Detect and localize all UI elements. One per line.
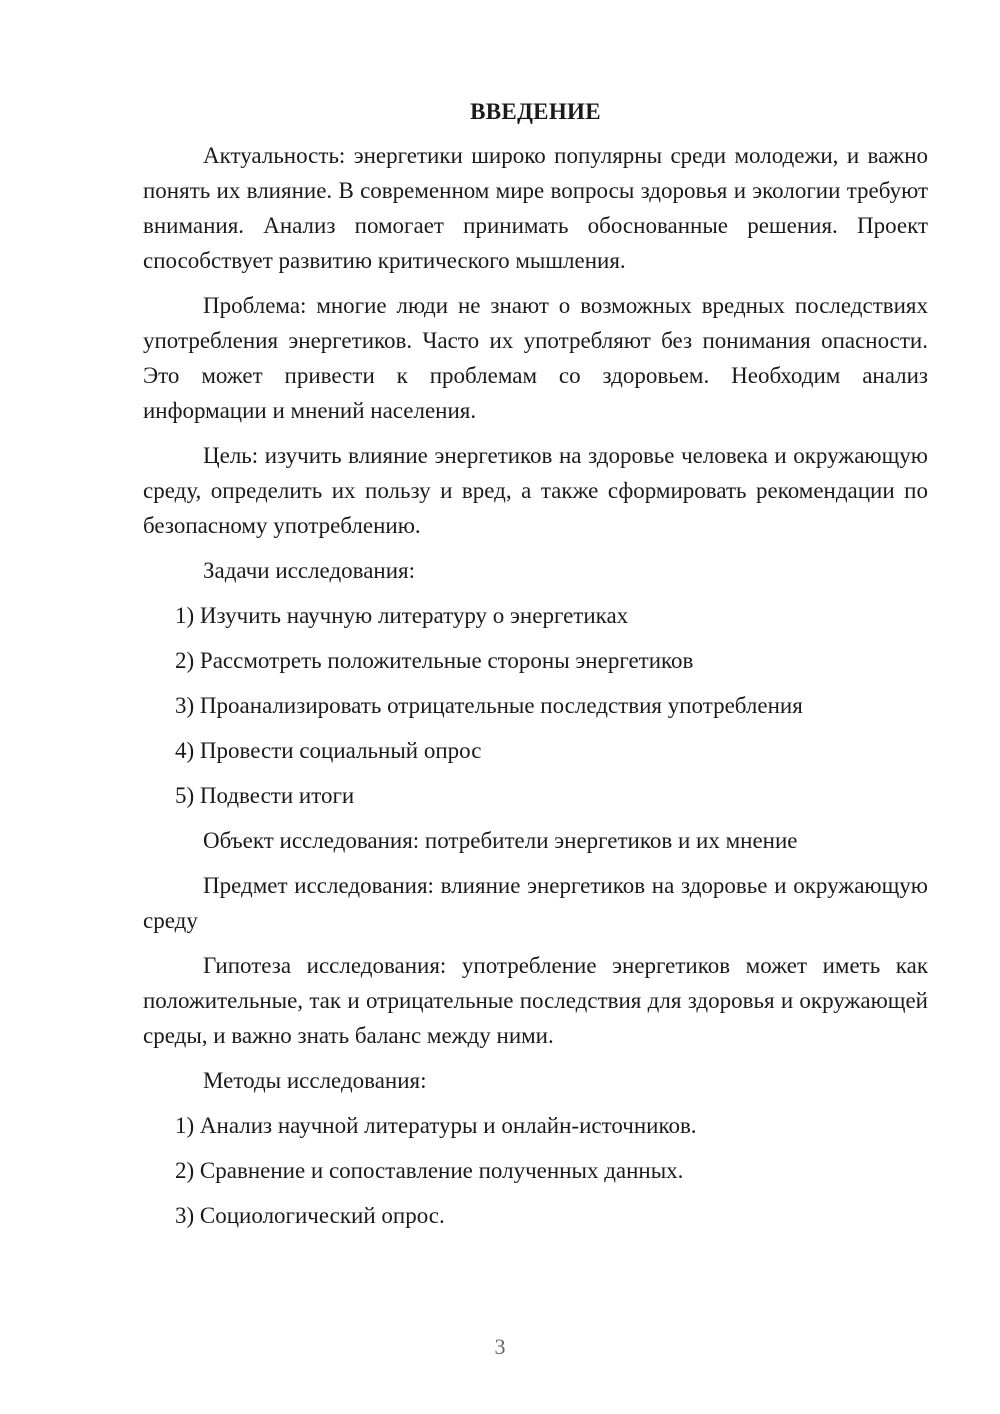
document-body [143,94,928,1243]
task-item: 2) Рассмотреть положительные стороны энергетиков [175,648,694,673]
methods-heading: Методы исследования: [203,1068,427,1093]
section-title: ВВЕДЕНИЕ [470,99,601,124]
goal-paragraph: Цель: изучить влияние энергетиков на здоровье человека и окружающую среду, определить их пользу и вред, а также сформировать рекомендации по безопасному употреблению. [143,443,928,538]
hypothesis-paragraph: Гипотеза исследования: употребление энергетиков может иметь как положительные, так и отрицательные последствия для здоровья и окружающей среды, и важно знать баланс между ними. [143,953,928,1048]
task-item: 5) Подвести итоги [175,783,355,808]
task-item: 1) Изучить научную литературу о энергетиках [175,603,629,628]
relevance-paragraph: Актуальность: энергетики широко популярны среди молодежи, и важно понять их влияние. В современном мире вопросы здоровья и экологии требуют внимания. Анализ помогает принимать обоснованные решения. Проект способствует развитию критического мышления. [143,143,928,273]
method-item: 3) Социологический опрос. [175,1203,445,1228]
tasks-heading: Задачи исследования: [203,558,416,583]
method-item: 1) Анализ научной литературы и онлайн-источников. [175,1113,697,1138]
task-item: 3) Проанализировать отрицательные последствия употребления [175,693,803,718]
subject-paragraph: Предмет исследования: влияние энергетиков на здоровье и окружающую среду [143,873,928,933]
tasks-list [143,598,928,813]
page-number: 3 [494,1334,506,1359]
methods-list [143,1108,928,1233]
object-paragraph: Объект исследования: потребители энергетиков и их мнение [203,828,798,853]
problem-paragraph: Проблема: многие люди не знают о возможных вредных последствиях употребления энергетиков. Часто их употребляют без понимания опасности. Это может привести к проблемам со здоровьем. Необходим анализ информации и мнений населения. [143,293,928,423]
task-item: 4) Провести социальный опрос [175,738,482,763]
method-item: 2) Сравнение и сопоставление полученных данных. [175,1158,684,1183]
